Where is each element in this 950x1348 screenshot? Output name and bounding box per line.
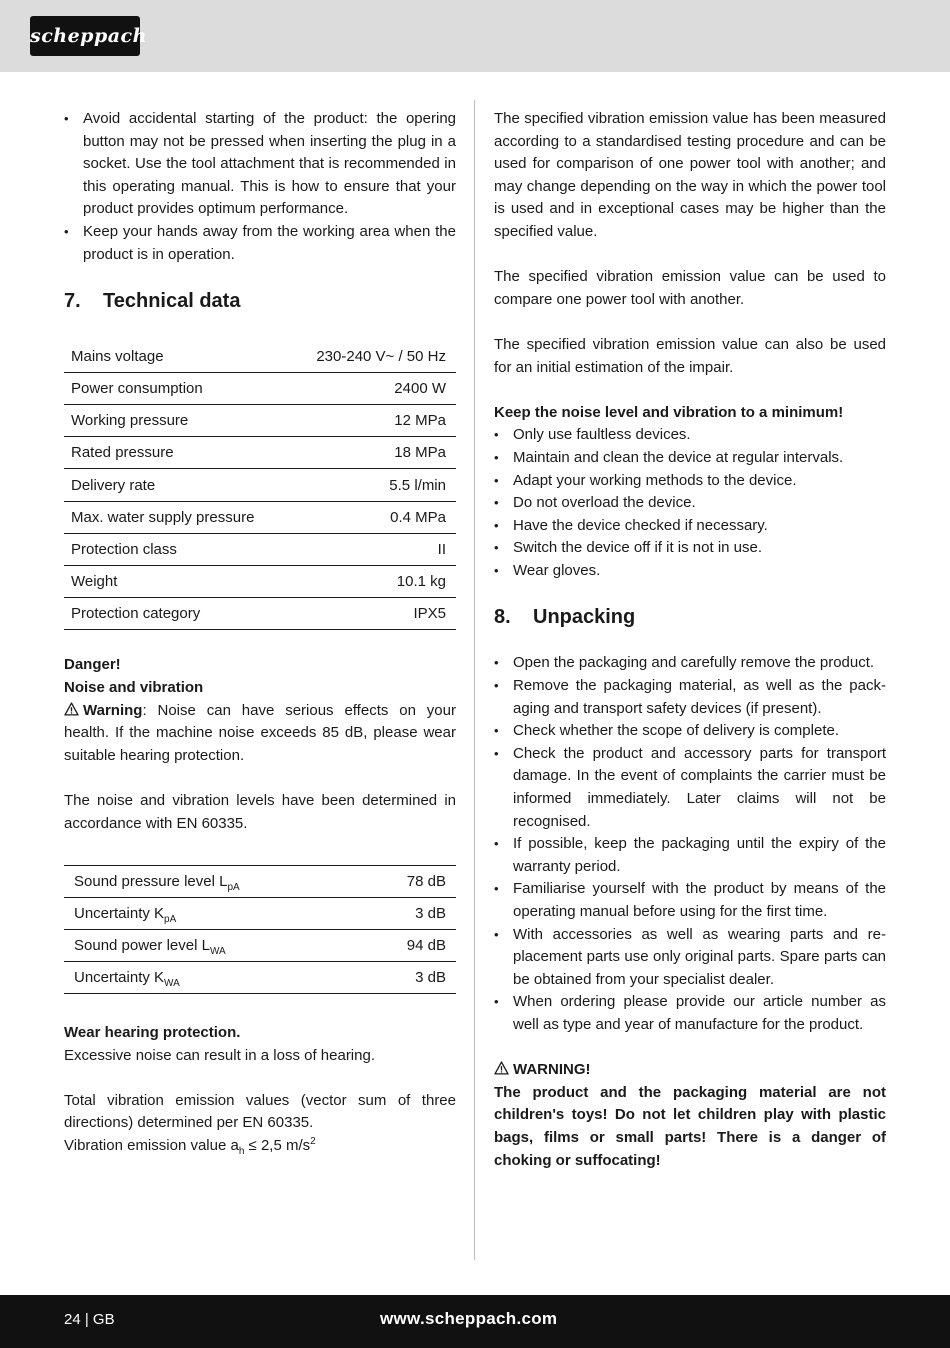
list-item: • If possible, keep the packaging until the expiry of the warranty period. xyxy=(494,833,886,878)
list-item: • Wear gloves. xyxy=(494,560,886,583)
table-row xyxy=(64,469,456,501)
table-row xyxy=(64,598,456,630)
vibration-total-text: Total vibration emission values (vector sum of three directions) determined per EN 60335. xyxy=(64,1091,456,1132)
table-row xyxy=(64,565,456,597)
page-number: 24 | GB xyxy=(64,1311,115,1328)
spec-label: Max. water supply pressure xyxy=(64,501,290,533)
right-column xyxy=(494,108,886,1172)
spec-label: Mains voltage xyxy=(64,340,290,372)
list-item: • Have the device checked if necessary. xyxy=(494,515,886,538)
section-title: Technical data xyxy=(103,290,241,313)
vibration-paragraph-3: The specified vibration emission value can also be used for an initial estimation of the impair. xyxy=(494,335,886,376)
spec-value: IPX5 xyxy=(290,598,456,630)
warning-label: Warning xyxy=(83,701,143,719)
spec-label: Protection class xyxy=(64,533,290,565)
determined-text: The noise and vibration levels have been determined in accordance with EN 60335. xyxy=(64,791,456,832)
packaging-warning-heading: WARNING! xyxy=(494,1059,886,1082)
noise-values-table xyxy=(64,865,456,994)
list-item: • Switch the device off if it is not in use. xyxy=(494,537,886,560)
list-item: • Check whether the scope of delivery is complete. xyxy=(494,720,886,743)
table-row xyxy=(64,501,456,533)
section-heading-technical-data xyxy=(64,288,456,314)
list-item: • Remove the packaging material, as well as the packaging and transport safety devices (if present). xyxy=(494,675,886,720)
noise-label: Uncertainty $K_{WA}$ xyxy=(64,962,361,994)
spec-label: Protection category xyxy=(64,598,290,630)
logo-text: scheppach xyxy=(30,25,147,47)
safety-bullet-list xyxy=(64,108,456,266)
list-item: • Maintain and clean the device at regular intervals. xyxy=(494,447,886,470)
spec-label: Working pressure xyxy=(64,405,290,437)
spec-label: Power consumption xyxy=(64,372,290,404)
list-item: • Only use faultless devices. xyxy=(494,424,886,447)
noise-value: 3 dB xyxy=(361,898,456,930)
warning-triangle-icon xyxy=(64,702,79,716)
list-item: • Familiarise yourself with the product by means of the operating manual before using for the first time. xyxy=(494,878,886,923)
table-row xyxy=(64,437,456,469)
unpacking-list xyxy=(494,652,886,1036)
technical-data-table xyxy=(64,340,456,630)
noise-value: 3 dB xyxy=(361,962,456,994)
spec-label: Rated pressure xyxy=(64,437,290,469)
table-row xyxy=(64,898,456,930)
spec-value: 18 MPa xyxy=(290,437,456,469)
hearing-protection-heading: Wear hearing protection. xyxy=(64,1024,241,1042)
packaging-warning-body: The product and the packaging material are not children's toys! Do not let children play with plastic bags, films or small parts! There is a danger of choking or suffocating! xyxy=(494,1083,886,1169)
spec-label: Delivery rate xyxy=(64,469,290,501)
spec-value: 0.4 MPa xyxy=(290,501,456,533)
hearing-protection-text: Excessive noise can result in a loss of hearing. xyxy=(64,1046,375,1064)
noise-value: 78 dB xyxy=(361,866,456,898)
table-row xyxy=(64,372,456,404)
vibration-paragraph-1: The specified vibration emission value has been measured according to a standardised testing procedure and can be used for comparison of one power tool with another; and may change depending on the way in which the power tool is used and in exceptional cases may be higher than the specified value. xyxy=(494,110,886,240)
warning-triangle-icon xyxy=(494,1061,509,1075)
spec-value: 5.5 l/min xyxy=(290,469,456,501)
page-footer xyxy=(0,1295,950,1348)
list-item: • Keep your hands away from the working area when the product is in operation. xyxy=(64,221,456,266)
table-row xyxy=(64,962,456,994)
column-divider xyxy=(474,100,475,1260)
warning-text: : Noise can have serious effects on your health. If the machine noise exceeds 85 dB, please wear suitable hearing protection. xyxy=(64,701,456,764)
table-row xyxy=(64,533,456,565)
noise-label: Sound pressure level $L_{pA}$ xyxy=(64,866,361,898)
spec-value: 10.1 kg xyxy=(290,565,456,597)
list-item: • Check the product and accessory parts for transport damage. In the event of complaints the carrier must be informed immediately. Later claims will not be recognised. xyxy=(494,743,886,833)
table-row xyxy=(64,340,456,372)
keep-minimum-heading: Keep the noise level and vibration to a minimum! xyxy=(494,403,844,421)
noise-value: 94 dB xyxy=(361,930,456,962)
list-item: • Do not overload the device. xyxy=(494,492,886,515)
section-heading-unpacking xyxy=(494,604,886,630)
noise-label: Uncertainty $K_{pA}$ xyxy=(64,898,361,930)
keep-minimum-list xyxy=(494,424,886,582)
table-row xyxy=(64,866,456,898)
spec-value: 2400 W xyxy=(290,372,456,404)
section-number: 7. xyxy=(64,290,81,313)
vibration-value-text: Vibration emission value $a_h \le 2,5$ $m/s^2$ xyxy=(64,1136,316,1158)
danger-label: Danger! xyxy=(64,656,121,674)
website-link[interactable]: www.scheppach.com xyxy=(380,1309,558,1328)
spec-value: II xyxy=(290,533,456,565)
section-number: 8. xyxy=(494,606,511,629)
table-row xyxy=(64,930,456,962)
vibration-paragraph-2: The specified vibration emission value can be used to compare one power tool with another. xyxy=(494,268,886,308)
list-item: • With accessories as well as wearing parts and replacement parts use only original parts. Spare parts can be obtained from your specialist dealer. xyxy=(494,924,886,992)
spec-value: 12 MPa xyxy=(290,405,456,437)
section-title: Unpacking xyxy=(533,606,636,629)
spec-label: Weight xyxy=(64,565,290,597)
noise-label: Sound power level $L_{WA}$ xyxy=(64,930,361,962)
list-item: • Avoid accidental starting of the product: the opering button may not be pressed when inserting the plug in a socket. Use the tool attachment that is recommended in this operating manual. This is how to ensure that your product provides optimum performance. xyxy=(64,108,456,221)
noise-heading: Noise and vibration xyxy=(64,678,204,696)
table-row xyxy=(64,405,456,437)
list-item: • Open the packaging and carefully remove the product. xyxy=(494,652,886,675)
list-item: • Adapt your working methods to the device. xyxy=(494,470,886,493)
page-header xyxy=(0,0,950,72)
spec-value: 230-240 V~ / 50 Hz xyxy=(290,340,456,372)
scheppach-logo xyxy=(30,16,147,56)
left-column xyxy=(64,108,456,1158)
noise-warning-text xyxy=(64,700,456,768)
list-item: • When ordering please provide our article number as well as type and year of manufacture for the product. xyxy=(494,991,886,1036)
